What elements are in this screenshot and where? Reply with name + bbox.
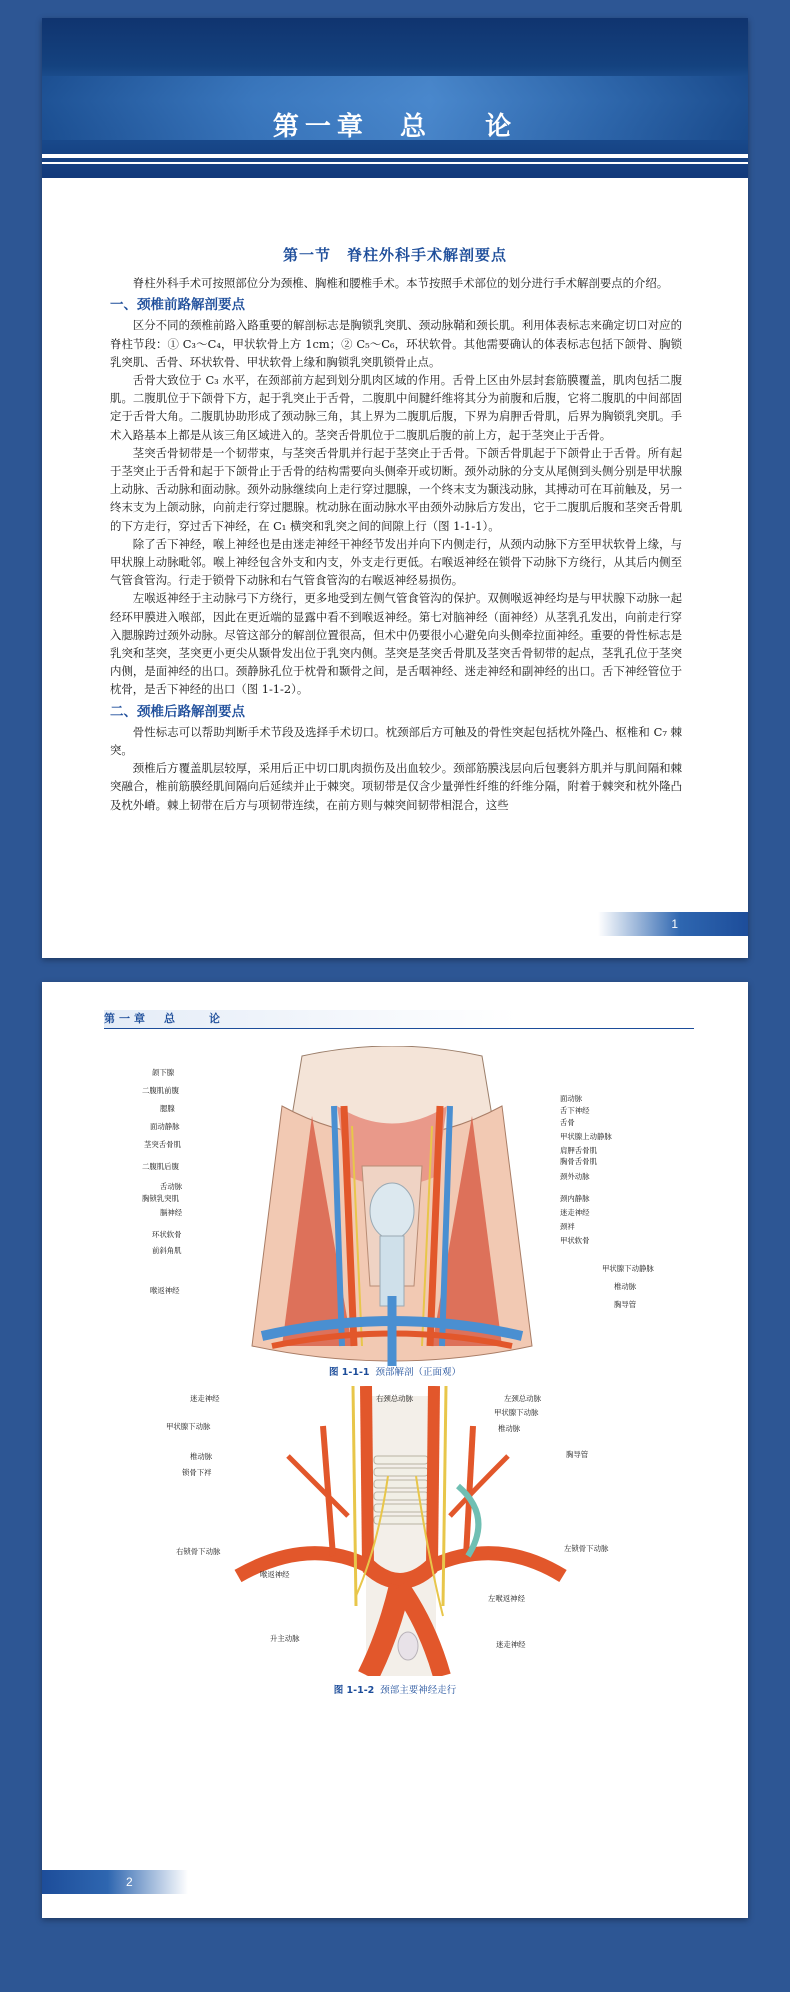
figure-label: 左锁骨下动脉 bbox=[564, 1544, 609, 1553]
figure-label: 二腹肌后腹 bbox=[142, 1162, 179, 1171]
paragraph: 颈椎后方覆盖肌层较厚，采用后正中切口肌肉损伤及出血较少。颈部筋膜浅层向后包裹斜方肌并与肌间隔和棘突融合，椎前筋膜经肌间隔向后延续并止于棘突。项韧带是仅含少量弹性纤维的纤维分隔，附着于棘突和枕外隆凸及枕外嵴。棘上韧带在后方与项韧带连续，在前方则与棘突间韧带相混合，这些 bbox=[110, 761, 682, 812]
figure-label: 椎动脉 bbox=[190, 1452, 213, 1461]
figure-caption-text: 颈部解剖（正面观） bbox=[375, 1367, 462, 1378]
figure-label: 膈神经 bbox=[160, 1208, 183, 1217]
figure-label: 喉返神经 bbox=[260, 1570, 290, 1579]
figure-label: 前斜角肌 bbox=[152, 1246, 182, 1255]
figure-label: 迷走神经 bbox=[190, 1394, 220, 1403]
figure-label: 舌下神经 bbox=[560, 1106, 590, 1115]
running-head: 第一章 总 论 bbox=[104, 1010, 694, 1029]
figure-label: 腮腺 bbox=[160, 1104, 175, 1113]
figure-label: 锁骨下袢 bbox=[182, 1468, 212, 1477]
figure-label: 面动脉 bbox=[560, 1094, 583, 1103]
paragraph: 脊柱外科手术可按照部位分为颈椎、胸椎和腰椎手术。本节按照手术部位的划分进行手术解剖要点的介绍。 bbox=[132, 276, 669, 290]
heading: 二、颈椎后路解剖要点 bbox=[110, 703, 245, 720]
neck-anatomy-illustration bbox=[242, 1046, 542, 1366]
figure-label: 胸导管 bbox=[566, 1450, 589, 1459]
header-stripe-thin bbox=[42, 162, 748, 164]
body-text bbox=[110, 274, 682, 814]
figure-label: 右颈总动脉 bbox=[376, 1394, 413, 1403]
figure-label: 甲状软骨 bbox=[560, 1236, 590, 1245]
chapter-header-banner bbox=[42, 18, 748, 178]
figure-label: 胸骨舌骨肌 bbox=[560, 1157, 597, 1166]
figure-label: 舌动脉 bbox=[160, 1182, 183, 1191]
page-number: 2 bbox=[126, 1875, 133, 1889]
paragraph: 骨性标志可以帮助判断手术节段及选择手术切口。枕颈部后方可触及的骨性突起包括枕外隆凸、枢椎和 C₇ 棘突。 bbox=[110, 724, 682, 758]
chapter-title bbox=[42, 106, 748, 146]
figure-caption bbox=[42, 1682, 748, 1696]
section-title: 第一节 脊柱外科手术解剖要点 bbox=[282, 246, 507, 264]
figure-label: 甲状腺下动脉 bbox=[494, 1408, 539, 1417]
figure-label: 甲状腺下动静脉 bbox=[602, 1264, 654, 1273]
figure-label: 升主动脉 bbox=[270, 1634, 300, 1643]
figure-label: 左喉返神经 bbox=[488, 1594, 525, 1603]
figure-label: 茎突舌骨肌 bbox=[144, 1140, 181, 1149]
figure-label: 颈袢 bbox=[560, 1222, 575, 1231]
page-2 bbox=[42, 982, 748, 1918]
figure-caption-text: 颈部主要神经走行 bbox=[380, 1685, 457, 1696]
figure-number: 图 1-1-2 bbox=[333, 1685, 375, 1696]
header-stripe bbox=[42, 154, 748, 158]
page-number-tab bbox=[598, 912, 748, 936]
paragraph: 区分不同的颈椎前路入路重要的解剖标志是胸锁乳突肌、颈动脉鞘和颈长肌。利用体表标志来确定切口对应的脊柱节段：① C₃～C₄，甲状软骨上方 1cm；② C₅～C₆，环状软骨。其他需要确认的体表标志包括下颌骨、胸锁乳突肌、舌骨、环状软骨、甲状软骨上缘和胸锁乳突肌锁骨止点。 bbox=[110, 318, 682, 369]
chapter-title-part: 论 bbox=[485, 112, 518, 142]
paragraph: 左喉返神经于主动脉弓下方绕行，更多地受到左侧气管食管沟的保护。双侧喉返神经均是与甲状腺下动脉一起经环甲膜进入喉部，因此在更近端的显露中看不到喉返神经。第七对脑神经（面神经）从茎乳孔发出，向前走行穿入腮腺跨过颈外动脉。尽管这部分的解剖位置很高，但术中仍要很小心避免向头侧牵拉面神经。重要的骨性标志是乳突和茎突，茎突更小更尖从颞骨发出位于乳突内侧。茎突是茎突舌骨肌及茎突舌骨韧带的起点，茎乳孔位于茎突内侧，是面神经的出口。颈静脉孔位于枕骨和颞骨之间，是舌咽神经、迷走神经和副神经的出口。舌下神经管位于枕骨，是舌下神经的出口（图 1-1-2）。 bbox=[110, 591, 682, 697]
figure-label: 面动静脉 bbox=[150, 1122, 180, 1131]
figure-label: 颈外动脉 bbox=[560, 1172, 590, 1181]
figure-label: 颌下腺 bbox=[152, 1068, 175, 1077]
paragraph: 舌骨大致位于 C₃ 水平，在颈部前方起到划分肌肉区域的作用。舌骨上区由外层封套筋膜覆盖，肌肉包括二腹肌。二腹肌位于下颌骨下方，起于乳突止于舌骨，二腹肌中间腱纤维将其分为前腹和后腹，它将二腹肌的中间部固定于舌骨大角。二腹肌协助形成了颈动脉三角，其上界为二腹肌后腹，下界为肩胛舌骨肌，后界为胸锁乳突肌。手术入路基本上都是从该三角区域进入的。茎突舌骨肌位于二腹肌后腹的前上方，起于茎突止于舌骨。 bbox=[110, 373, 682, 442]
figure-label: 肩胛舌骨肌 bbox=[560, 1146, 597, 1155]
figure-label: 环状软骨 bbox=[152, 1230, 182, 1239]
figure-number: 图 1-1-1 bbox=[328, 1367, 370, 1378]
page-1 bbox=[42, 18, 748, 958]
figure-label: 甲状腺上动静脉 bbox=[560, 1132, 612, 1141]
figure-label: 椎动脉 bbox=[614, 1282, 637, 1291]
figure-label: 迷走神经 bbox=[496, 1640, 526, 1649]
chapter-title-part: 第一章 bbox=[272, 112, 369, 142]
figure-label: 甲状腺下动脉 bbox=[166, 1422, 211, 1431]
figure-label: 迷走神经 bbox=[560, 1208, 590, 1217]
page-number: 1 bbox=[671, 917, 678, 931]
figure-label: 椎动脉 bbox=[498, 1424, 521, 1433]
chapter-title-part: 总 bbox=[399, 112, 432, 142]
figure-label: 胸锁乳突肌 bbox=[142, 1194, 179, 1203]
figure-label: 颈内静脉 bbox=[560, 1194, 590, 1203]
page-number-tab bbox=[42, 1870, 188, 1894]
paragraph: 除了舌下神经，喉上神经也是由迷走神经干神经节发出并向下内侧走行，从颈内动脉下方至甲状软骨上缘，与甲状腺上动脉毗邻。喉上神经包含外支和内支，外支走行更低。右喉返神经在锁骨下动脉下方绕行，从其后内侧至气管食管沟。行走于锁骨下动脉和右气管食管沟的右喉返神经易损伤。 bbox=[110, 536, 682, 588]
figure-label: 胸导管 bbox=[614, 1300, 637, 1309]
figure-label: 舌骨 bbox=[560, 1118, 575, 1127]
figure-caption bbox=[42, 1364, 748, 1378]
figure-label: 二腹肌前腹 bbox=[142, 1086, 179, 1095]
figure-label: 喉返神经 bbox=[150, 1286, 180, 1295]
heading: 一、颈椎前路解剖要点 bbox=[110, 297, 245, 314]
figure-label: 右锁骨下动脉 bbox=[176, 1547, 221, 1556]
paragraph: 茎突舌骨韧带是一个韧带束，与茎突舌骨肌并行起于茎突止于舌骨。下颌舌骨肌起于下颌骨止于舌骨。所有起于茎突止于舌骨和起于下颌骨止于舌骨的结构需要向头侧牵开或切断。颈外动脉的分支从尾侧到头侧分别是甲状腺上动脉、舌动脉和面动脉。颈外动脉继续向上走行穿过腮腺，一个终末支为颞浅动脉，其搏动可在耳前触及，另一终末支为上颌动脉，向前走行穿过腮腺。枕动脉在面动脉水平由颈外动脉后方发出，它于二腹肌后腹和茎突舌骨肌的下方走行，穿过舌下神经，在 C₁ 横突和乳突之间的间隙上行（图 1-1-1）。 bbox=[110, 445, 682, 533]
figure-label: 左颈总动脉 bbox=[504, 1394, 541, 1403]
